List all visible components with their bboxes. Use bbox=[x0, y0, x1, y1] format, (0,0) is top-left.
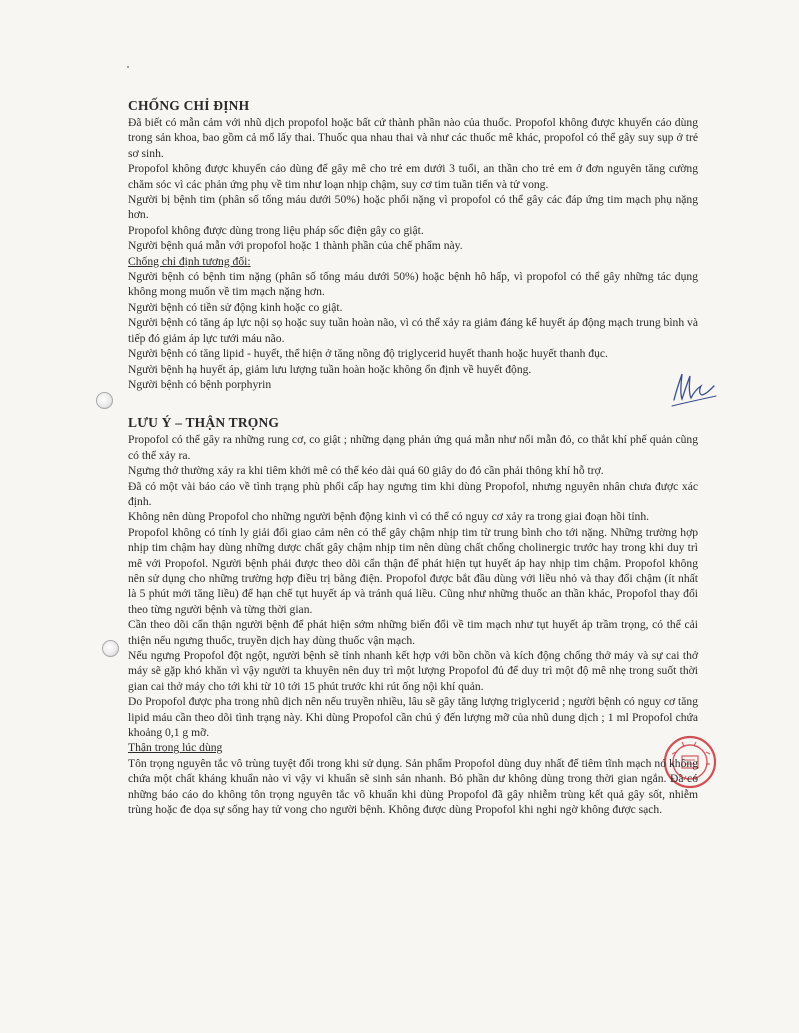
paragraph: Propofol không được khuyến cáo dùng để gây mê cho trẻ em dưới 3 tuổi, an thần cho trẻ em ở đơn nguyên tăng cường chăm sóc vì các phản ứng phụ về tim như loạn nhịp chậm, suy cơ tim tuần tiến và tử vong. bbox=[128, 162, 698, 191]
paragraph: Ngưng thở thường xảy ra khi tiêm khởi mê có thể kéo dài quá 60 giây do đó cần phải thông khí hỗ trợ. bbox=[128, 464, 604, 478]
punch-hole-icon bbox=[102, 640, 119, 657]
paragraph: Người bị bệnh tim (phân số tống máu dưới 50%) hoặc phổi nặng vì propofol có thể gây các đáp ứng tim mạch phụ nặng hơn. bbox=[128, 193, 698, 222]
punch-hole-icon bbox=[96, 392, 113, 409]
subheading-caution-in-use: Thận trọng lúc dùng bbox=[128, 741, 223, 755]
paragraph: Người bệnh có tăng lipid - huyết, thể hiện ở tăng nồng độ triglycerid huyết thanh hoặc huyết thanh đục. bbox=[128, 347, 608, 361]
paragraph: Người bệnh có tiền sử động kinh hoặc co giật. bbox=[128, 300, 343, 314]
paragraph: Tôn trọng nguyên tắc vô trùng tuyệt đối trong khi sử dụng. Sản phẩm Propofol dùng duy nhất để tiêm tĩnh mạch nó không chứa một chất kháng khuẩn nào vì vậy vi khuẩn sẽ sinh sản nhanh. Bỏ phần dư không dùng trong thời gian ngắn. Đã có những báo cáo do không tôn trọng nguyên tắc vô khuẩn khi dùng Propofol đã gây nhiễm trùng kết quả gây sốt, nhiễm trùng hoặc đe dọa sự sống hay tử vong cho người bệnh. Không được dùng Propofol khi nghi ngờ không được sạch. bbox=[128, 756, 698, 817]
paragraph: Đã biết có mẫn cảm với nhũ dịch propofol hoặc bất cứ thành phần nào của thuốc. Propofol không được khuyến cáo dùng trong sản khoa, bao gồm cả mổ lấy thai. Thuốc qua nhau thai và như các thuốc mê khác, propofol có thể gây suy sụp ở trẻ sơ sinh. bbox=[128, 116, 698, 160]
paragraph: Người bệnh có bệnh tim nặng (phân số tống máu dưới 50%) hoặc bệnh hô hấp, vì propofol có thể gây những tác dụng không mong muốn về tim mạch nặng hơn. bbox=[128, 270, 698, 299]
paragraph: Người bệnh quá mẫn với propofol hoặc 1 thành phần của chế phẩm này. bbox=[128, 239, 463, 253]
paragraph: Propofol không có tính ly giải đối giao cảm nên có thể gây chậm nhịp tim từ trung bình cho tới nặng. Những trường hợp nhịp tim chậm hay dùng những dược chất gây chậm nhịp tim nên dùng chất chống cholinergic trước hay trong khi duy trì mê với Propofol. Người bệnh phải được theo dõi cẩn thận để phát hiện tụt huyết áp hay nhịp tim chậm. Propofol không nên sử dụng cho những trường hợp điều trị bằng điện. Propofol được bắt đầu dùng với liều nhỏ và thay đổi chậm (ít nhất là 5 phút mới tăng liều) để hạn chế tụt huyết áp và tránh quá liều. Cũng như những thuốc an thần khác, Propofol thay đổi theo từng người bệnh và từng thời gian. bbox=[128, 525, 698, 616]
scan-speck bbox=[127, 66, 129, 68]
paragraph: Propofol có thể gây ra những rung cơ, co giật ; những dạng phản ứng quá mẫn như nổi mẫn đỏ, co thắt khí phế quản cũng có thể xảy ra. bbox=[128, 433, 698, 462]
section-title-contraindications: CHỐNG CHỈ ĐỊNH bbox=[128, 98, 250, 113]
paragraph: Nếu ngưng Propofol đột ngột, người bệnh sẽ tỉnh nhanh kết hợp với bồn chồn và kích động chống thở máy và sự cai thở máy sẽ gặp khó khăn vì vậy người ta khuyên nên duy trì một lượng Propofol đủ để duy trì một độ mê nhẹ trong suốt thời gian cai thở máy cho tới khi từ 10 tới 15 phút trước khi rút ống nội khí quản. bbox=[128, 649, 698, 693]
document-page bbox=[128, 97, 698, 817]
paragraph: Đã có một vài báo cáo về tình trạng phù phổi cấp hay ngưng tim khi dùng Propofol, nhưng nguyên nhân chưa được xác định. bbox=[128, 479, 698, 508]
paragraph: Cần theo dõi cẩn thận người bệnh để phát hiện sớm những biến đổi về tim mạch như tụt huyết áp trầm trọng, có thể cải thiện nếu ngưng thuốc, truyền dịch hay dùng thuốc vận mạch. bbox=[128, 618, 698, 647]
paragraph: Người bệnh có bệnh porphyrin bbox=[128, 377, 272, 391]
paragraph: Propofol không được dùng trong liệu pháp sốc điện gây co giật. bbox=[128, 223, 424, 237]
subheading-relative-contraindications: Chống chỉ định tương đối: bbox=[128, 254, 251, 268]
section-title-precautions: LƯU Ý – THẬN TRỌNG bbox=[128, 415, 280, 431]
paragraph: Người bệnh có tăng áp lực nội sọ hoặc suy tuần hoàn não, vì có thể xảy ra giảm đáng kể huyết áp động mạch trung bình và tiếp đó giảm áp lực tưới máu não. bbox=[128, 316, 698, 345]
paragraph: Không nên dùng Propofol cho những người bệnh động kinh vì có thể có nguy cơ xảy ra trong giai đoạn hồi tỉnh. bbox=[128, 510, 650, 524]
paragraph: Do Propofol được pha trong nhũ dịch nên nếu truyền nhiều, lâu sẽ gây tăng lượng triglycerid ; người bệnh có nguy cơ tăng lipid máu cần theo dõi tình trạng này. Khi dùng Propofol cần chú ý đến lượng mỡ của nhũ dung dịch ; 1 ml Propofol chứa khoảng 0,1 g mỡ. bbox=[128, 695, 698, 740]
paragraph: Người bệnh hạ huyết áp, giảm lưu lượng tuần hoàn hoặc không ổn định về huyết động. bbox=[128, 362, 532, 376]
